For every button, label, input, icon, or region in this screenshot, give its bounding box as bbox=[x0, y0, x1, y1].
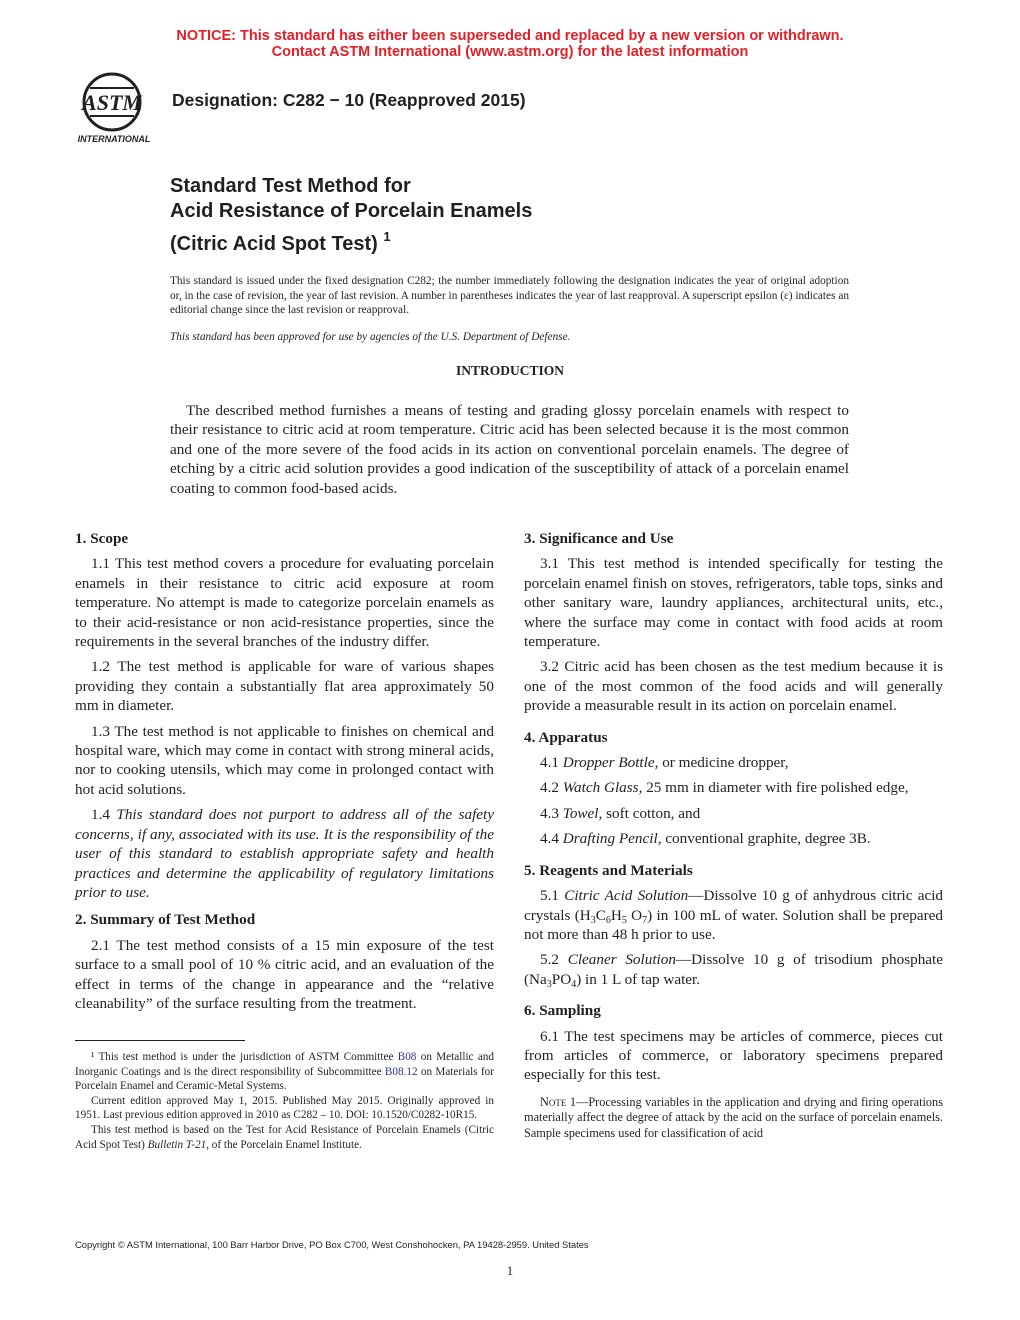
formula-part: H bbox=[610, 906, 622, 924]
note-text: —Processing variables in the application and drying and firing operations materially affect the degree of attack by the acid on the surface of porcelain enamels. Sample specimens used for classification of acid bbox=[524, 1094, 943, 1140]
summary-heading: 2. Summary of Test Method bbox=[75, 911, 256, 929]
reagents-5-2-text-a: —Dissolve 10 g of trisodium phosphate (Na bbox=[524, 951, 944, 988]
apparatus-item bbox=[524, 753, 943, 772]
reagents-5-1-text-a: —Dissolve 10 g of anhydrous citric acid crystals (H bbox=[524, 887, 944, 924]
scope-1-4-text: This standard does not purport to address all of the safety concerns, if any, associated with its use. It is the responsibility of the user of this standard to establish appropriate safety and health practices and determine the applicability of regulatory limitations prior to use. bbox=[75, 806, 495, 901]
issued-note: This standard is issued under the fixed designation C282; the number immediately following the designation indicates the year of original adoption or, in the case of revision, the year of last revision. A number in parentheses indicates the year of last reapproval. A superscript epsilon (ε) indicates an editorial change since the last revision or reapproval. bbox=[170, 275, 849, 317]
sampling-note-1 bbox=[524, 1095, 943, 1141]
reagents-5-1-text-b: ) in 100 mL of water. Solution shall be prepared not more than 48 h prior to use. bbox=[524, 906, 944, 943]
apparatus-item bbox=[524, 829, 943, 848]
footnotes bbox=[75, 1050, 494, 1152]
reagents-heading: 5. Reagents and Materials bbox=[524, 861, 693, 879]
apparatus-item bbox=[524, 804, 943, 823]
scope-1-4 bbox=[75, 805, 494, 902]
footnote-3 bbox=[75, 1123, 494, 1152]
footnote-1-text-b: on Metallic and Inorganic Coatings and is the direct responsibility of Subcommittee bbox=[75, 1051, 494, 1078]
apparatus-item-text: conventional graphite, degree 3B. bbox=[661, 830, 871, 848]
note-label: Note 1 bbox=[540, 1094, 577, 1109]
link-b08[interactable]: B08 bbox=[397, 1051, 417, 1063]
footnote-1 bbox=[75, 1050, 494, 1094]
introduction-heading: INTRODUCTION bbox=[455, 363, 564, 378]
notice-line-1: NOTICE: This standard has either been superseded and replaced by a new version or withdrawn. bbox=[176, 28, 844, 44]
footnote-1-text-a: ¹ This test method is under the jurisdiction of ASTM Committee bbox=[91, 1051, 398, 1063]
link-b08-12[interactable]: B08.12 bbox=[384, 1065, 418, 1078]
subscript: 4 bbox=[571, 978, 577, 990]
sampling-heading: 6. Sampling bbox=[524, 1002, 601, 1020]
footnote-3-text-b: , of the Porcelain Enamel Institute. bbox=[206, 1138, 362, 1151]
reagents-5-1-num: 5.1 bbox=[540, 887, 559, 905]
apparatus-item-num: 4.1 bbox=[540, 754, 559, 772]
subscript: 6 bbox=[605, 914, 611, 926]
apparatus-item-text: 25 mm in diameter with fire polished edge, bbox=[642, 779, 909, 797]
apparatus-item bbox=[524, 778, 943, 797]
copyright: Copyright © ASTM International, 100 Barr Harbor Drive, PO Box C700, West Conshohocken, PA 19428-2959. United States bbox=[75, 1239, 589, 1250]
approved-note: This standard has been approved for use by agencies of the U.S. Department of Defense. bbox=[170, 331, 571, 343]
significance-3-2: 3.2 Citric acid has been chosen as the test medium because it is one of the most common of the food acids and will generally provide a measurable result in its action on porcelain enamel. bbox=[524, 658, 943, 715]
footnote-3-text-a: This test method is based on the Test for Acid Resistance of Porcelain Enamels (Citric Acid Spot Test) bbox=[75, 1123, 494, 1151]
reagents-5-1-name: Citric Acid Solution bbox=[564, 887, 689, 905]
apparatus-item-num: 4.2 bbox=[540, 779, 559, 797]
scope-1-3: 1.3 The test method is not applicable to finishes on chemical and hospital ware, which may come in contact with strong mineral acids, nor to cooking utensils, which may come in prolonged contact with hot acid solutions. bbox=[75, 722, 494, 798]
designation: Designation: C282 − 10 (Reapproved 2015) bbox=[172, 90, 526, 110]
apparatus-item-name: Dropper Bottle, bbox=[562, 754, 659, 772]
formula-part: O bbox=[626, 906, 643, 924]
subscript: 7 bbox=[642, 914, 648, 926]
apparatus-item-text: soft cotton, and bbox=[602, 804, 701, 822]
summary-2-1: 2.1 The test method consists of a 15 min exposure of the test surface to a small pool of 10 % citric acid, and an evaluation of the effect in terms of the change in appearance and the “relative cleanability” of the surface resulting from the treatment. bbox=[75, 936, 494, 1012]
significance-3-1: 3.1 This test method is intended specifically for testing the porcelain enamel finish on stoves, refrigerators, table tops, sinks and other sanitary ware, laundry appliances, architectural units, etc., where the surface may come in contact with food acids at room temperature. bbox=[524, 555, 943, 651]
left-column bbox=[75, 529, 494, 1013]
sampling-6-1: 6.1 The test specimens may be articles of commerce, pieces cut from articles of commerce, or laboratory specimens prepared especially for this test. bbox=[524, 1027, 943, 1084]
formula-part: C bbox=[595, 906, 606, 924]
footnote-2: Current edition approved May 1, 2015. Published May 2015. Originally approved in 1951. Last previous edition approved in 2010 as C282 – 10. DOI: 10.1520/C0282-10R15. bbox=[75, 1094, 494, 1122]
footnote-1-text-c: on Materials for Porcelain Enamel and Ceramic-Metal Systems. bbox=[75, 1065, 494, 1093]
document-title bbox=[170, 174, 532, 257]
page-number: 1 bbox=[506, 1264, 514, 1278]
scope-heading: 1. Scope bbox=[75, 530, 129, 547]
reagents-5-1 bbox=[524, 886, 943, 944]
notice-line-2: Contact ASTM International (www.astm.org) for the latest information bbox=[271, 44, 749, 60]
apparatus-item-text: or medicine dropper, bbox=[658, 754, 789, 772]
scope-1-1: 1.1 This test method covers a procedure for evaluating porcelain enamels in their resistance to citric acid exposure at room temperature. No attempt is made to categorize porcelain enamels as to their acid-resistance or non acid-resistance properties, since the requirements in the several branches of the industry differ. bbox=[75, 555, 494, 651]
title-footnote-mark: 1 bbox=[383, 229, 391, 244]
apparatus-heading: 4. Apparatus bbox=[524, 728, 608, 746]
apparatus-item-name: Drafting Pencil, bbox=[562, 830, 662, 848]
scope-1-4-num: 1.4 bbox=[91, 806, 110, 824]
significance-heading: 3. Significance and Use bbox=[524, 530, 674, 547]
title-line-3 bbox=[170, 224, 532, 257]
logo-text: ASTM bbox=[82, 90, 142, 115]
title-line-1: Standard Test Method for bbox=[170, 175, 411, 197]
apparatus-item-name: Watch Glass, bbox=[562, 779, 643, 797]
reagents-5-2-num: 5.2 bbox=[540, 951, 559, 969]
footnote-3-italic: Bulletin T-21 bbox=[147, 1138, 207, 1151]
title-line-2: Acid Resistance of Porcelain Enamels bbox=[170, 200, 533, 222]
formula-part: PO bbox=[551, 970, 572, 988]
logo-subtext: INTERNATIONAL bbox=[77, 134, 151, 144]
title-line-3-text: (Citric Acid Spot Test) bbox=[170, 233, 378, 255]
reagents-5-2-name: Cleaner Solution bbox=[567, 951, 676, 969]
subscript: 3 bbox=[590, 914, 596, 926]
introduction-text: The described method furnishes a means of testing and grading glossy porcelain enamels with respect to their resistance to citric acid at room temperature. Citric acid has been selected because it is the most common and one of the more severe of the food acids in its action on conventional porcelain enamels. The degree of etching by a citric acid solution provides a good indication of the susceptibility of attack of a porcelain enamel coating to common food-based acids. bbox=[170, 402, 849, 497]
subscript: 3 bbox=[546, 978, 552, 990]
apparatus-item-num: 4.4 bbox=[540, 830, 559, 848]
footnote-rule bbox=[75, 1040, 245, 1041]
reagents-5-2-text-b: ) in 1 L of tap water. bbox=[576, 970, 701, 988]
apparatus-item-num: 4.3 bbox=[540, 804, 559, 822]
reagents-5-2 bbox=[524, 950, 943, 989]
astm-logo-icon bbox=[66, 72, 162, 146]
scope-1-2: 1.2 The test method is applicable for ware of various shapes providing they contain a substantially flat area approximately 50 mm in diameter. bbox=[75, 658, 494, 715]
subscript: 5 bbox=[621, 914, 627, 926]
right-column bbox=[524, 529, 943, 1141]
apparatus-item-name: Towel, bbox=[562, 804, 603, 822]
